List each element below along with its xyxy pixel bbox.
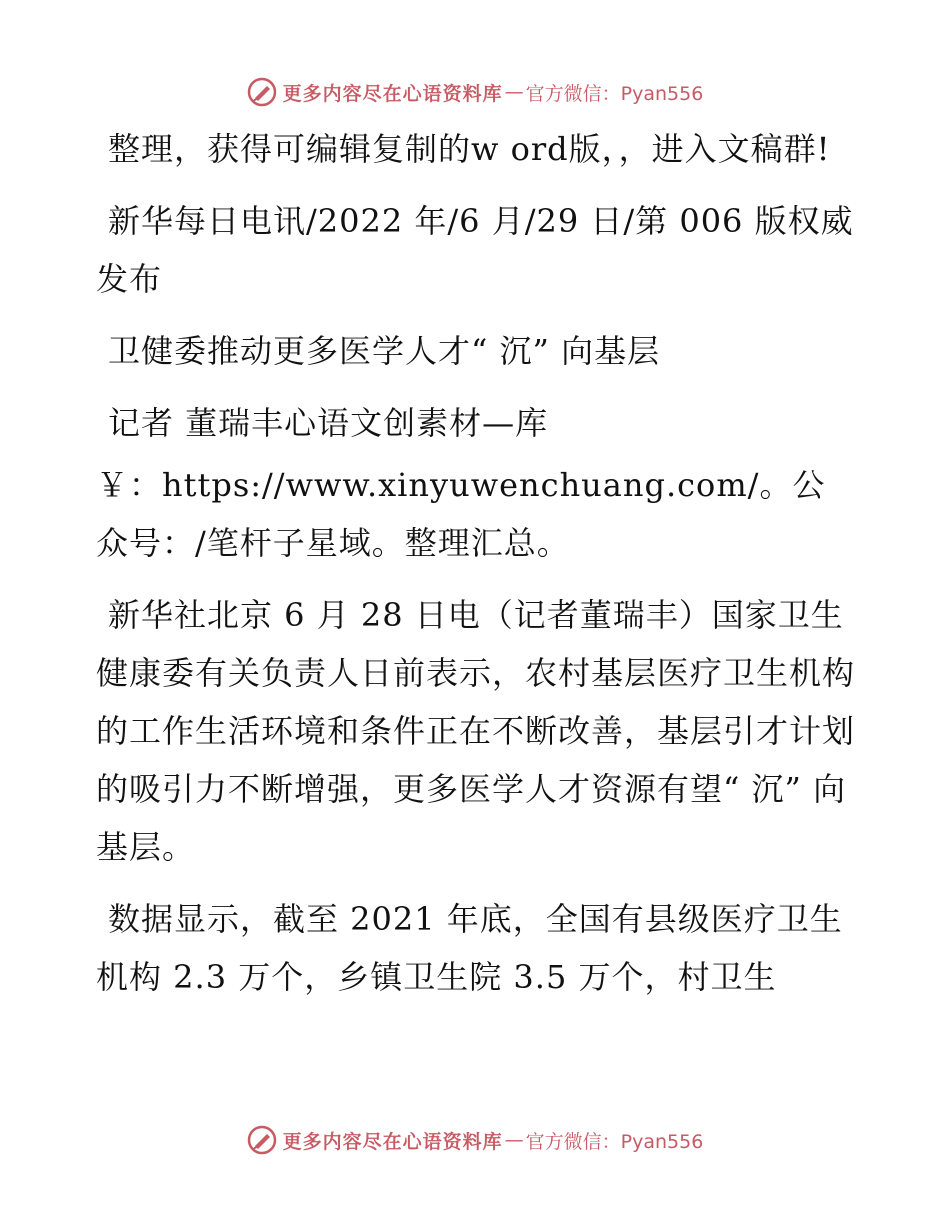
reporter-line: 记者 董瑞丰心语文创素材—库 <box>108 404 549 442</box>
watermark-dash: — <box>504 1129 524 1151</box>
brush-logo-icon <box>247 1125 277 1155</box>
watermark-contact: 官方微信：Pyan556 <box>525 82 704 105</box>
watermark-dash: — <box>504 81 524 103</box>
watermark-text: 更多内容尽在心语资料库 <box>282 1130 503 1153</box>
watermark-contact: 官方微信：Pyan556 <box>525 1130 704 1153</box>
body-paragraph-1: 新华社北京 6 月 28 日电（记者董瑞丰）国家卫生健康委有关负责人日前表示，农村基层医疗卫生机构的工作生活环境和条件正在不断改善，基层引才计划的吸引力不断增强，更多医学人才资源有望“ 沉” 向基层。 <box>96 596 856 866</box>
website-line: ￥：https://www.xinyuwenchuang.com/。公众号：/笔杆子星域。整理汇总。 <box>96 466 826 562</box>
document-body <box>96 120 856 1020</box>
body-paragraph-2: 数据显示，截至 2021 年底，全国有县级医疗卫生机构 2.3 万个，乡镇卫生院 3.5 万个，村卫生 <box>96 900 843 996</box>
article-title: 卫健委推动更多医学人才“ 沉” 向基层 <box>108 332 661 370</box>
watermark-text: 更多内容尽在心语资料库 <box>282 82 503 105</box>
source-line: 新华每日电讯/2022 年/6 月/29 日/第 006 版权威发布 <box>96 202 854 298</box>
footer-watermark <box>0 1120 950 1160</box>
intro-paragraph: 整理，获得可编辑复制的w ord版，，进入文稿群! <box>108 130 831 168</box>
header-watermark <box>0 72 950 112</box>
brush-logo-icon <box>247 77 277 107</box>
